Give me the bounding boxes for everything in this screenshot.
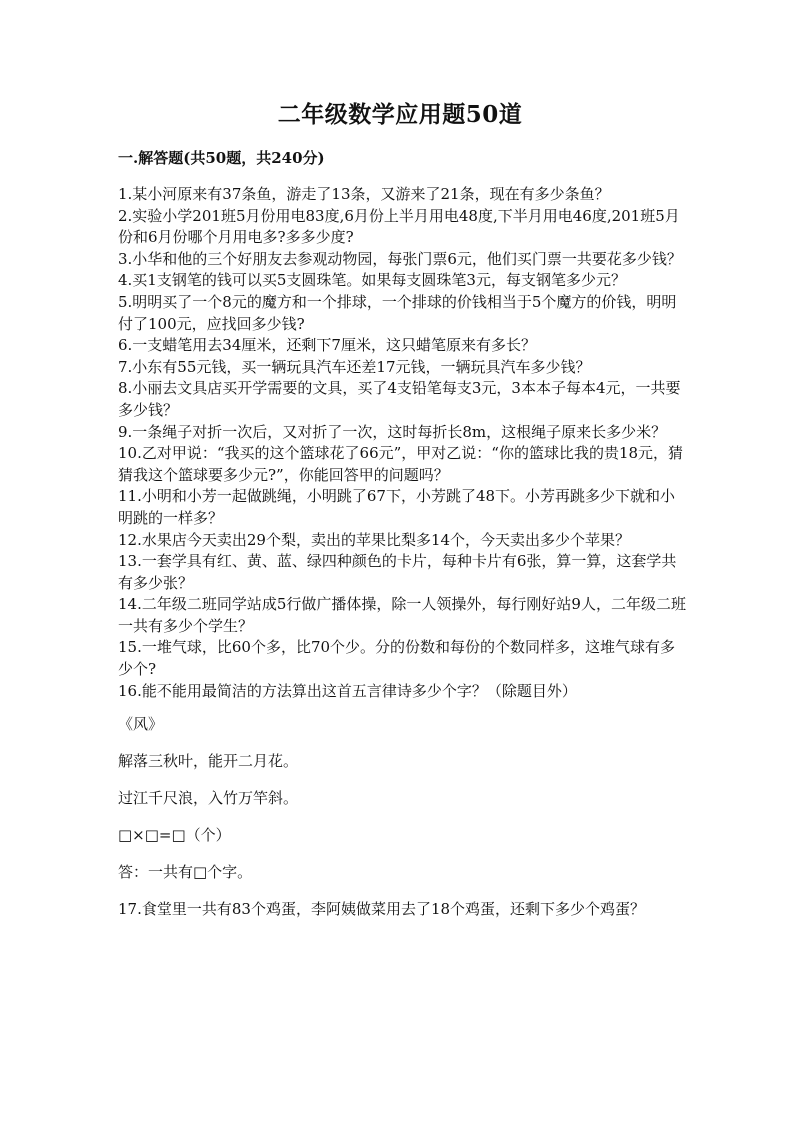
question-13: 13.一套学具有红、黄、蓝、绿四种颜色的卡片，每种卡片有6张，算一算，这套学共有多少张？ (118, 552, 677, 592)
answer-blank: 答：一共有□个字。 (118, 863, 253, 882)
question-5: 5.明明买了一个8元的魔方和一个排球，一个排球的价钱相当于5个魔方的价钱，明明付了100元，应找回多少钱? (118, 292, 677, 333)
question-9: 9.一条绳子对折一次后，又对折了一次，这时每折长8m，这根绳子原来长多少米？ (118, 422, 667, 441)
question-1: 1.某小河原来有37条鱼，游走了13条，又游来了21条，现在有多少条鱼？ (118, 185, 610, 203)
poem-line-1: 解落三秋叶，能开二月花。 (118, 752, 299, 771)
formula-blank: □×□=□（个） (118, 826, 231, 845)
question-6: 6.一支蜡笔用去34厘米，还剩下7厘米，这只蜡笔原来有多长？ (118, 336, 536, 355)
question-10: 10.乙对甲说：“我买的这个篮球花了66元”，甲对乙说：“你的篮球比我的贵18元，猜猜我这个篮球要多少元?”，你能回答甲的问题吗？ (118, 444, 684, 484)
poem-line-2: 过江千尺浪，入竹万竿斜。 (118, 789, 299, 808)
question-14: 14.二年级二班同学站成5行做广播体操，除一人领操外，每行刚好站9人，二年级二班一共有多少个学生？ (118, 595, 686, 635)
question-17: 17.食堂里一共有83个鸡蛋，李阿姨做菜用去了18个鸡蛋，还剩下多少个鸡蛋？ (118, 900, 646, 919)
question-15: 15.一堆气球，比60个多，比70个少。分的份数和每份的个数同样多，这堆气球有多少个? (118, 638, 676, 679)
poem-title: 《风》 (118, 715, 164, 734)
question-11: 11.小明和小芳一起做跳绳，小明跳了67下，小芳跳了48下。小芳再跳多少下就和小明跳的一样多？ (118, 487, 676, 527)
question-8: 8.小丽去文具店买开学需要的文具，买了4支铅笔每支3元，3本本子每本4元，一共要多少钱？ (118, 379, 681, 419)
question-3: 3.小华和他的三个好朋友去参观动物园，每张门票6元，他们买门票一共要花多少钱？ (118, 249, 682, 268)
question-list (118, 184, 686, 921)
question-4: 4.买1支钢笔的钱可以买5支圆珠笔。如果每支圆珠笔3元，每支钢笔多少元？ (118, 271, 626, 290)
question-7: 7.小东有55元钱，买一辆玩具汽车还差17元钱，一辆玩具汽车多少钱？ (118, 357, 591, 376)
question-2: 2.实验小学201班5月份用电83度,6月份上半月用电48度,下半月用电46度,201班5月份和6月份哪个月用电多?多多少度? (118, 206, 680, 247)
page-title: 二年级数学应用题50道 (277, 101, 523, 128)
section-heading: 一.解答题(共50题，共240分) (118, 149, 325, 167)
question-12: 12.水果店今天卖出29个梨，卖出的苹果比梨多14个，今天卖出多少个苹果？ (118, 530, 631, 549)
question-16: 16.能不能用最简洁的方法算出这首五言律诗多少个字？（除题目外） (118, 681, 577, 700)
